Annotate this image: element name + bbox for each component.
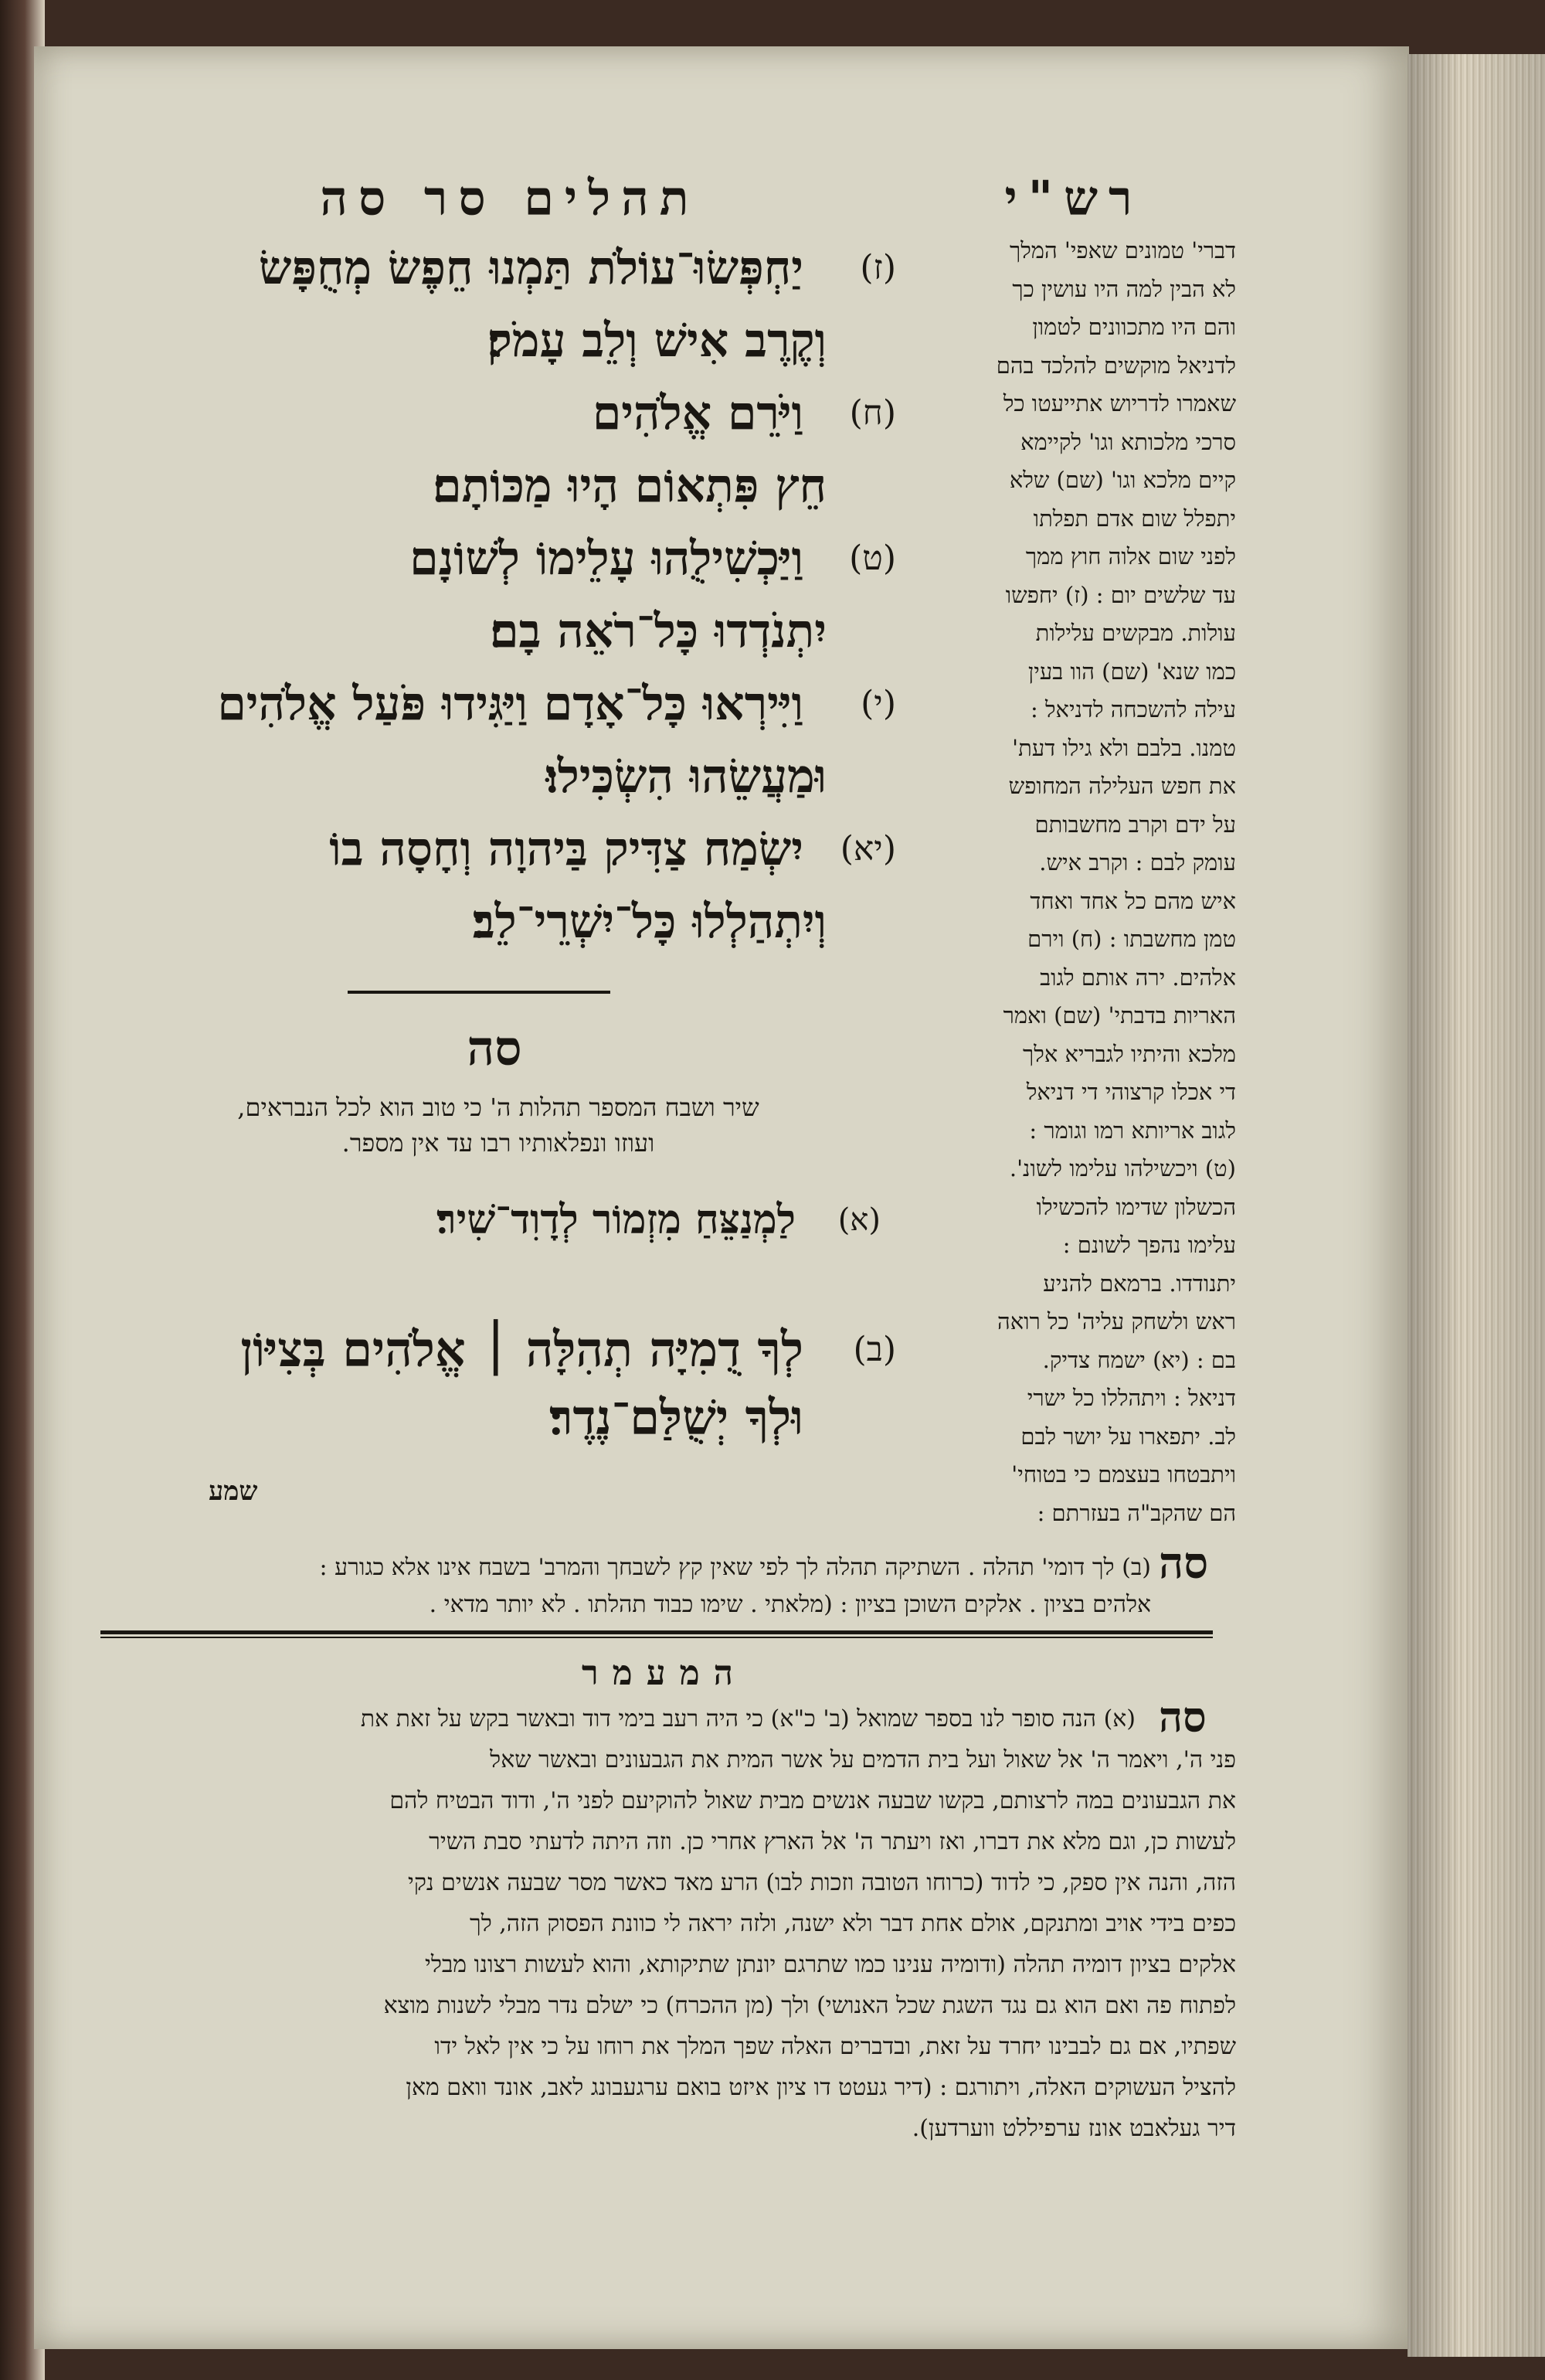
meamer-line: להציל העשוקים האלה, ויתורגם : (דיר געטט דו ציון איזט בואם ערגעבונג לאב, אונד וואם מאן [406,2074,1236,2101]
meamer-line: לעשות כן, וגם מלא את דברו, ואז ויעתר ה' אל הארץ אחרי כן. וזה היתה לדעתי סבת השיר [429,1828,1236,1855]
rashi-line: טמנו. בלבם ולא גילו דעת' [1012,734,1236,761]
verse-number: (י) [861,684,896,723]
verse-text: וְיִתְהַלְלוּ כָּל־יִשְׁרֵי־לֵב׃ [472,895,827,949]
summary-line: שיר ושבח המספר תהלות ה' כי טוב הוא לכל הנבראים, [237,1093,759,1122]
rashi-line: יתנודדו. ברמאם להניע [1043,1270,1236,1297]
meamer-line: לפתוח פה ואם הוא גם נגד השגת שכל האנושי) ולך (מן ההכרח) כי ישלם נדר מבלי לשנות מוצא [383,1992,1236,2019]
rashi-line: כמו שנא' (שם) הוו בעין [1027,658,1236,685]
rashi-line: הם שהקב"ה בעזרתם : [1037,1499,1236,1526]
rashi-commentary [912,232,1236,1526]
section-rule [100,1630,1213,1634]
verse-text: וּמַעֲשֵׂהוּ הִשְׂכִּילוּ׃ [545,750,827,804]
rashi-line: מלכא והיתיו לגבריא אלך [1023,1040,1236,1067]
rashi-line: לפני שום אלוה חוץ ממך [1025,543,1236,570]
verse-11-line-1 [93,813,896,886]
catchword: שמע [209,1476,258,1507]
footnote-line: (ב) לך דומי' תהלה . השתיקה תהלה לך לפי שאין קץ לשבחך והמרב' בשבח אינו אלא כגורע : [319,1554,1151,1581]
meamer-line: פני ה', ויאמר ה' אל שאול ועל בית הדמים על אשר המית את הגבעונים ובאשר שאל [490,1746,1236,1773]
meamer-label: סה [1159,1692,1207,1742]
page-stack-shade [1407,54,1545,2357]
verse-number: (ז) [860,248,896,287]
meamer-line: את הגבעונים במה לרצותם, בקשו שבעה אנשים מבית שאול להוקיעם לפני ה', ודוד הבטיח להם [389,1787,1236,1814]
rashi-line: לגוב אריותא רמו וגומר : [1029,1117,1236,1144]
rashi-line: את חפש העלילה המחופש [1008,773,1236,799]
verse-11-line-2 [93,886,896,958]
rashi-line: בם : (יא) ישמח צדיק. [1042,1346,1236,1373]
running-header-book: תהלים סר סה [320,170,700,226]
rashi-line: על ידם וקרב מחשבותם [1034,811,1236,838]
verse-text: יַחְפְּשׂוּ־עוֹלֹת תַּמְנוּ חֵפֶשׂ מְחֻפָּשׂ [258,241,803,295]
verse-10-line-1 [93,668,896,740]
rashi-line: עילה להשכחה לדניאל : [1031,696,1236,722]
meamer-line: (א) הנה סופר לנו בספר שמואל (ב' כ"א) כי היה רעב בימי דוד ובאשר בקש על זאת את [360,1705,1136,1732]
rashi-line: שאמרו לדריוש אתייעטו כל [1003,390,1236,416]
footnote-line: אלהים בציון . אלקים השוכן בציון : (מלאתי . שימו כבוד תהלתו . לא יותר מדאי . [429,1591,1151,1618]
rashi-line: איש מהם כל אחד ואחד [1030,887,1236,914]
summary-line: ועוזו ונפלאותיו רבו עד אין מספר. [341,1128,655,1158]
chapter-divider [348,991,610,994]
running-header-commentary: רש"י [1004,170,1143,226]
rashi-line: האריות בדבתי' (שם) ואמר [1003,1002,1236,1028]
scripture-column [93,232,896,958]
rashi-line: לדניאל מוקשים להלכד בהם [996,352,1236,379]
rashi-line: דברי' טמונים שאפי' המלך [1009,237,1236,264]
verse-text: וַיִּירְאוּ כָּל־אָדָם וַיַּגִּידוּ פֹּעַל אֱלֹהִים [217,677,803,731]
verse-number: (יא) [840,829,896,869]
verse-8-line-1 [93,377,896,450]
rashi-line: והם היו מתכוונים לטמון [1032,314,1236,340]
rashi-line: ויתבטחו בעצמם כי בטוחי' [1011,1461,1236,1488]
meamer-title: המעמר [582,1654,747,1693]
rashi-line: (ט) ויכשילהו עלימו לשונ'. [1009,1155,1236,1182]
rashi-line: הכשלון שדימו להכשילו [1036,1193,1236,1220]
rashi-line: לא הבין למה היו עושין כך [1012,275,1236,302]
verse-number: (א) [837,1202,881,1238]
verse-9-line-2 [93,595,896,668]
rashi-line: עולות. מבקשים עלילות [1035,620,1236,646]
verse-2-line-1 [93,1314,896,1386]
meamer-text [85,1698,1236,2149]
verse-text: חֵץ פִּתְאוֹם הָיוּ מַכּוֹתָם׃ [433,459,827,513]
rashi-line: יתפלל שום אדם תפלתו [1033,505,1236,532]
chapter-number: סה [467,1020,522,1076]
verse-8-line-2 [93,450,896,522]
meamer-line: הזה, והנה אין ספק, כי לדוד (כרוחו הטובה וזכות לבו) הרע מאד כאשר מסר שבעה אנשים נקי [407,1869,1236,1896]
meamer-line: כפים בידי אויב ומתנקם, אולם אחת דבר ולא ישנה, ולזה יראה לי כוונת הפסוק הזה, לך [469,1910,1236,1937]
verse-text: וּלְךָ יְשֻׁלַּם־נֶדֶר׃ [549,1389,803,1446]
verse-text: יִתְנֹדְדוּ כָּל־רֹאֵה בָם׃ [490,604,827,658]
footnote-text [85,1549,1151,1624]
verse-7-line-1 [93,232,896,304]
meamer-line: אלקים בציון דומיה תהלה (ודומיה ענינו כמו שתרגם יונתן שתיקותא, והוא לעשות רצונו מבלי [424,1951,1236,1978]
verse-number: (ב) [853,1330,896,1369]
footnote-label: סה [1159,1538,1209,1589]
chapter-summary [85,1090,912,1161]
verse-1 [201,1185,881,1255]
verse-text: וַיֹּרֵם אֱלֹהִים [592,386,803,440]
rashi-line: עד שלשים יום : (ז) יחפשו [1005,581,1236,608]
rashi-line: קיים מלכא וגו' (שם) שלא [1009,467,1236,493]
meamer-line: שפתיו, אם גם לבבינו יחרד על זאת, ובדברים האלה שפך המלך את רוחו על כי אין לאל ידו [434,2033,1236,2060]
verse-number: (ח) [849,393,896,433]
rashi-line: עלימו נהפך לשונם : [1062,1232,1236,1258]
section-rule-thin [100,1637,1213,1638]
rashi-line: סרכי מלכותא וגו' לקיימא [1020,428,1236,455]
rashi-line: דניאל : ויתהללו כל ישרי [1027,1385,1236,1411]
verse-2-line-2 [93,1382,896,1454]
rashi-line: די אכלו קרצוהי די דניאל [1026,1079,1236,1105]
meamer-line: דיר געלאבט אונז ערפיללט ווערדען). [912,2115,1236,2142]
rashi-line: טמן מחשבתו : (ח) וירם [1027,926,1236,952]
verse-9-line-1 [93,522,896,595]
rashi-line: לב. יתפארו על יושר לבם [1020,1423,1236,1450]
rashi-line: ראש ולשחק עליה' כל רואה [997,1308,1236,1334]
verse-number: (ט) [849,539,896,578]
rashi-line: אלהים. ירה אותם לגוב [1040,964,1236,991]
verse-7-line-2 [93,304,896,377]
verse-text: לְךָ דֻמִיָּה תְהִלָּה ׀ אֱלֹהִים בְּצִיּוֹן [240,1321,803,1378]
verse-text: לַמְנַצֵּחַ מִזְמוֹר לְדָוִד־שִׁיר׃ [436,1196,796,1243]
verse-text: וְקֶרֶב אִישׁ וְלֵב עָמֹק׃ [487,314,827,368]
verse-10-line-2 [93,740,896,813]
verse-text: יִשְׂמַח צַדִּיק בַּיהוָה וְחָסָה בוֹ [329,822,803,876]
rashi-line: עומק לבם : וקרב איש. [1039,849,1236,876]
verse-text: וַיַּכְשִׁילֻהוּ עָלֵימוֹ לְשׁוֹנָם [409,532,803,586]
